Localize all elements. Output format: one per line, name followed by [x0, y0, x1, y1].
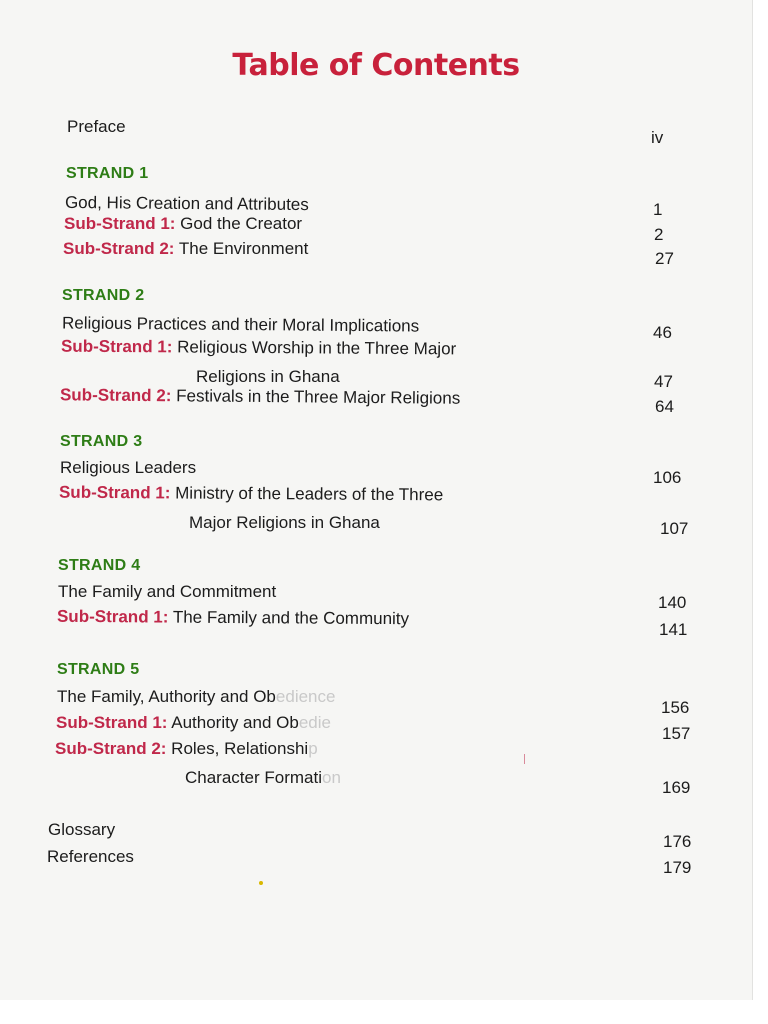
sub-strand-title: The Family and the Community [168, 607, 410, 629]
strand-5-sub-2 [55, 738, 318, 760]
sub-strand-title: Festivals in the Three Major Religions [171, 386, 461, 408]
strand-3-heading: STRAND 3 [60, 433, 143, 450]
sub-strand-label: Sub-Strand 2: [59, 385, 172, 406]
sub-strand-title: Roles, Relationshi [166, 739, 309, 758]
strand-2-sub-2 [60, 384, 460, 409]
strand-5-sub-1 [56, 712, 331, 734]
sub-strand-label: Sub-Strand 1: [64, 214, 176, 233]
strand-5-heading: STRAND 5 [57, 661, 140, 678]
strand-4-topic: The Family and Commitment [58, 582, 277, 601]
sub-strand-continued-text: Character Formati [185, 768, 322, 787]
strand-4-sub-1 [57, 606, 409, 630]
toc-entry-glossary: Glossary [48, 820, 116, 839]
sub-strand-title: The Environment [174, 239, 309, 258]
paper-mark [524, 754, 525, 764]
page-number-strand-5-sub-2: 169 [662, 778, 691, 797]
sub-strand-label: Sub-Strand 2: [63, 239, 175, 258]
page-title: Table of Contents [232, 48, 520, 83]
strand-1-sub-1 [64, 213, 302, 235]
strand-1-topic: God, His Creation and Attributes [64, 192, 309, 215]
strand-1-sub-2 [63, 238, 308, 260]
sub-strand-continued-faded-text: on [321, 768, 341, 787]
page-number-strand-2: 46 [653, 323, 672, 342]
strand-5-topic-faded-text: edience [275, 687, 336, 706]
sub-strand-faded-text: edie [298, 713, 331, 732]
strand-3-topic: Religious Leaders [60, 458, 197, 477]
sub-strand-label: Sub-Strand 1: [60, 336, 173, 357]
strand-1-heading: STRAND 1 [66, 165, 149, 182]
page-number-strand-5-sub-1: 157 [662, 724, 691, 743]
page-number-strand-3-sub-1: 107 [660, 519, 689, 538]
sub-strand-title: Religious Worship in the Three Major [172, 337, 457, 359]
strand-2-heading: STRAND 2 [62, 287, 145, 304]
page-number-strand-1-sub-1: 2 [654, 225, 664, 244]
sub-strand-title: Ministry of the Leaders of the Three [170, 483, 444, 505]
page-number-preface: iv [651, 128, 664, 147]
sub-strand-label: Sub-Strand 1: [58, 482, 171, 503]
strand-5-topic [57, 686, 335, 708]
strand-2-sub-1 [61, 336, 456, 361]
strand-5-sub-2-continued [185, 767, 341, 789]
page-number-strand-4: 140 [658, 593, 687, 612]
sub-strand-faded-text: p [308, 739, 318, 758]
strand-5-topic-text: The Family, Authority and Ob [57, 687, 276, 706]
page-number-strand-4-sub-1: 141 [659, 620, 688, 639]
strand-3-sub-1 [59, 482, 443, 507]
sub-strand-label: Sub-Strand 2: [55, 739, 167, 758]
toc-entry-references: References [47, 847, 134, 866]
strand-3-sub-1-continued: Major Religions in Ghana [189, 513, 380, 532]
page-number-strand-1-sub-2: 27 [655, 249, 674, 268]
page-number-strand-1: 1 [653, 200, 663, 219]
sub-strand-label: Sub-Strand 1: [56, 713, 168, 732]
strand-4-heading: STRAND 4 [58, 557, 141, 574]
sub-strand-title: God the Creator [175, 214, 303, 233]
page-number-strand-2-sub-2: 64 [655, 397, 674, 416]
toc-entry-preface: Preface [67, 117, 126, 136]
page-number-glossary: 176 [663, 832, 692, 851]
page-number-strand-5: 156 [661, 698, 690, 717]
sub-strand-title: Authority and Ob [167, 713, 299, 732]
paper-speck [259, 881, 263, 885]
page-number-strand-3: 106 [653, 468, 682, 487]
page-number-strand-2-sub-1: 47 [654, 372, 673, 391]
sub-strand-label: Sub-Strand 1: [56, 606, 169, 627]
strand-2-sub-1-continued: Religions in Ghana [196, 367, 340, 386]
strand-2-topic: Religious Practices and their Moral Implications [61, 313, 420, 336]
page-number-references: 179 [663, 858, 692, 877]
